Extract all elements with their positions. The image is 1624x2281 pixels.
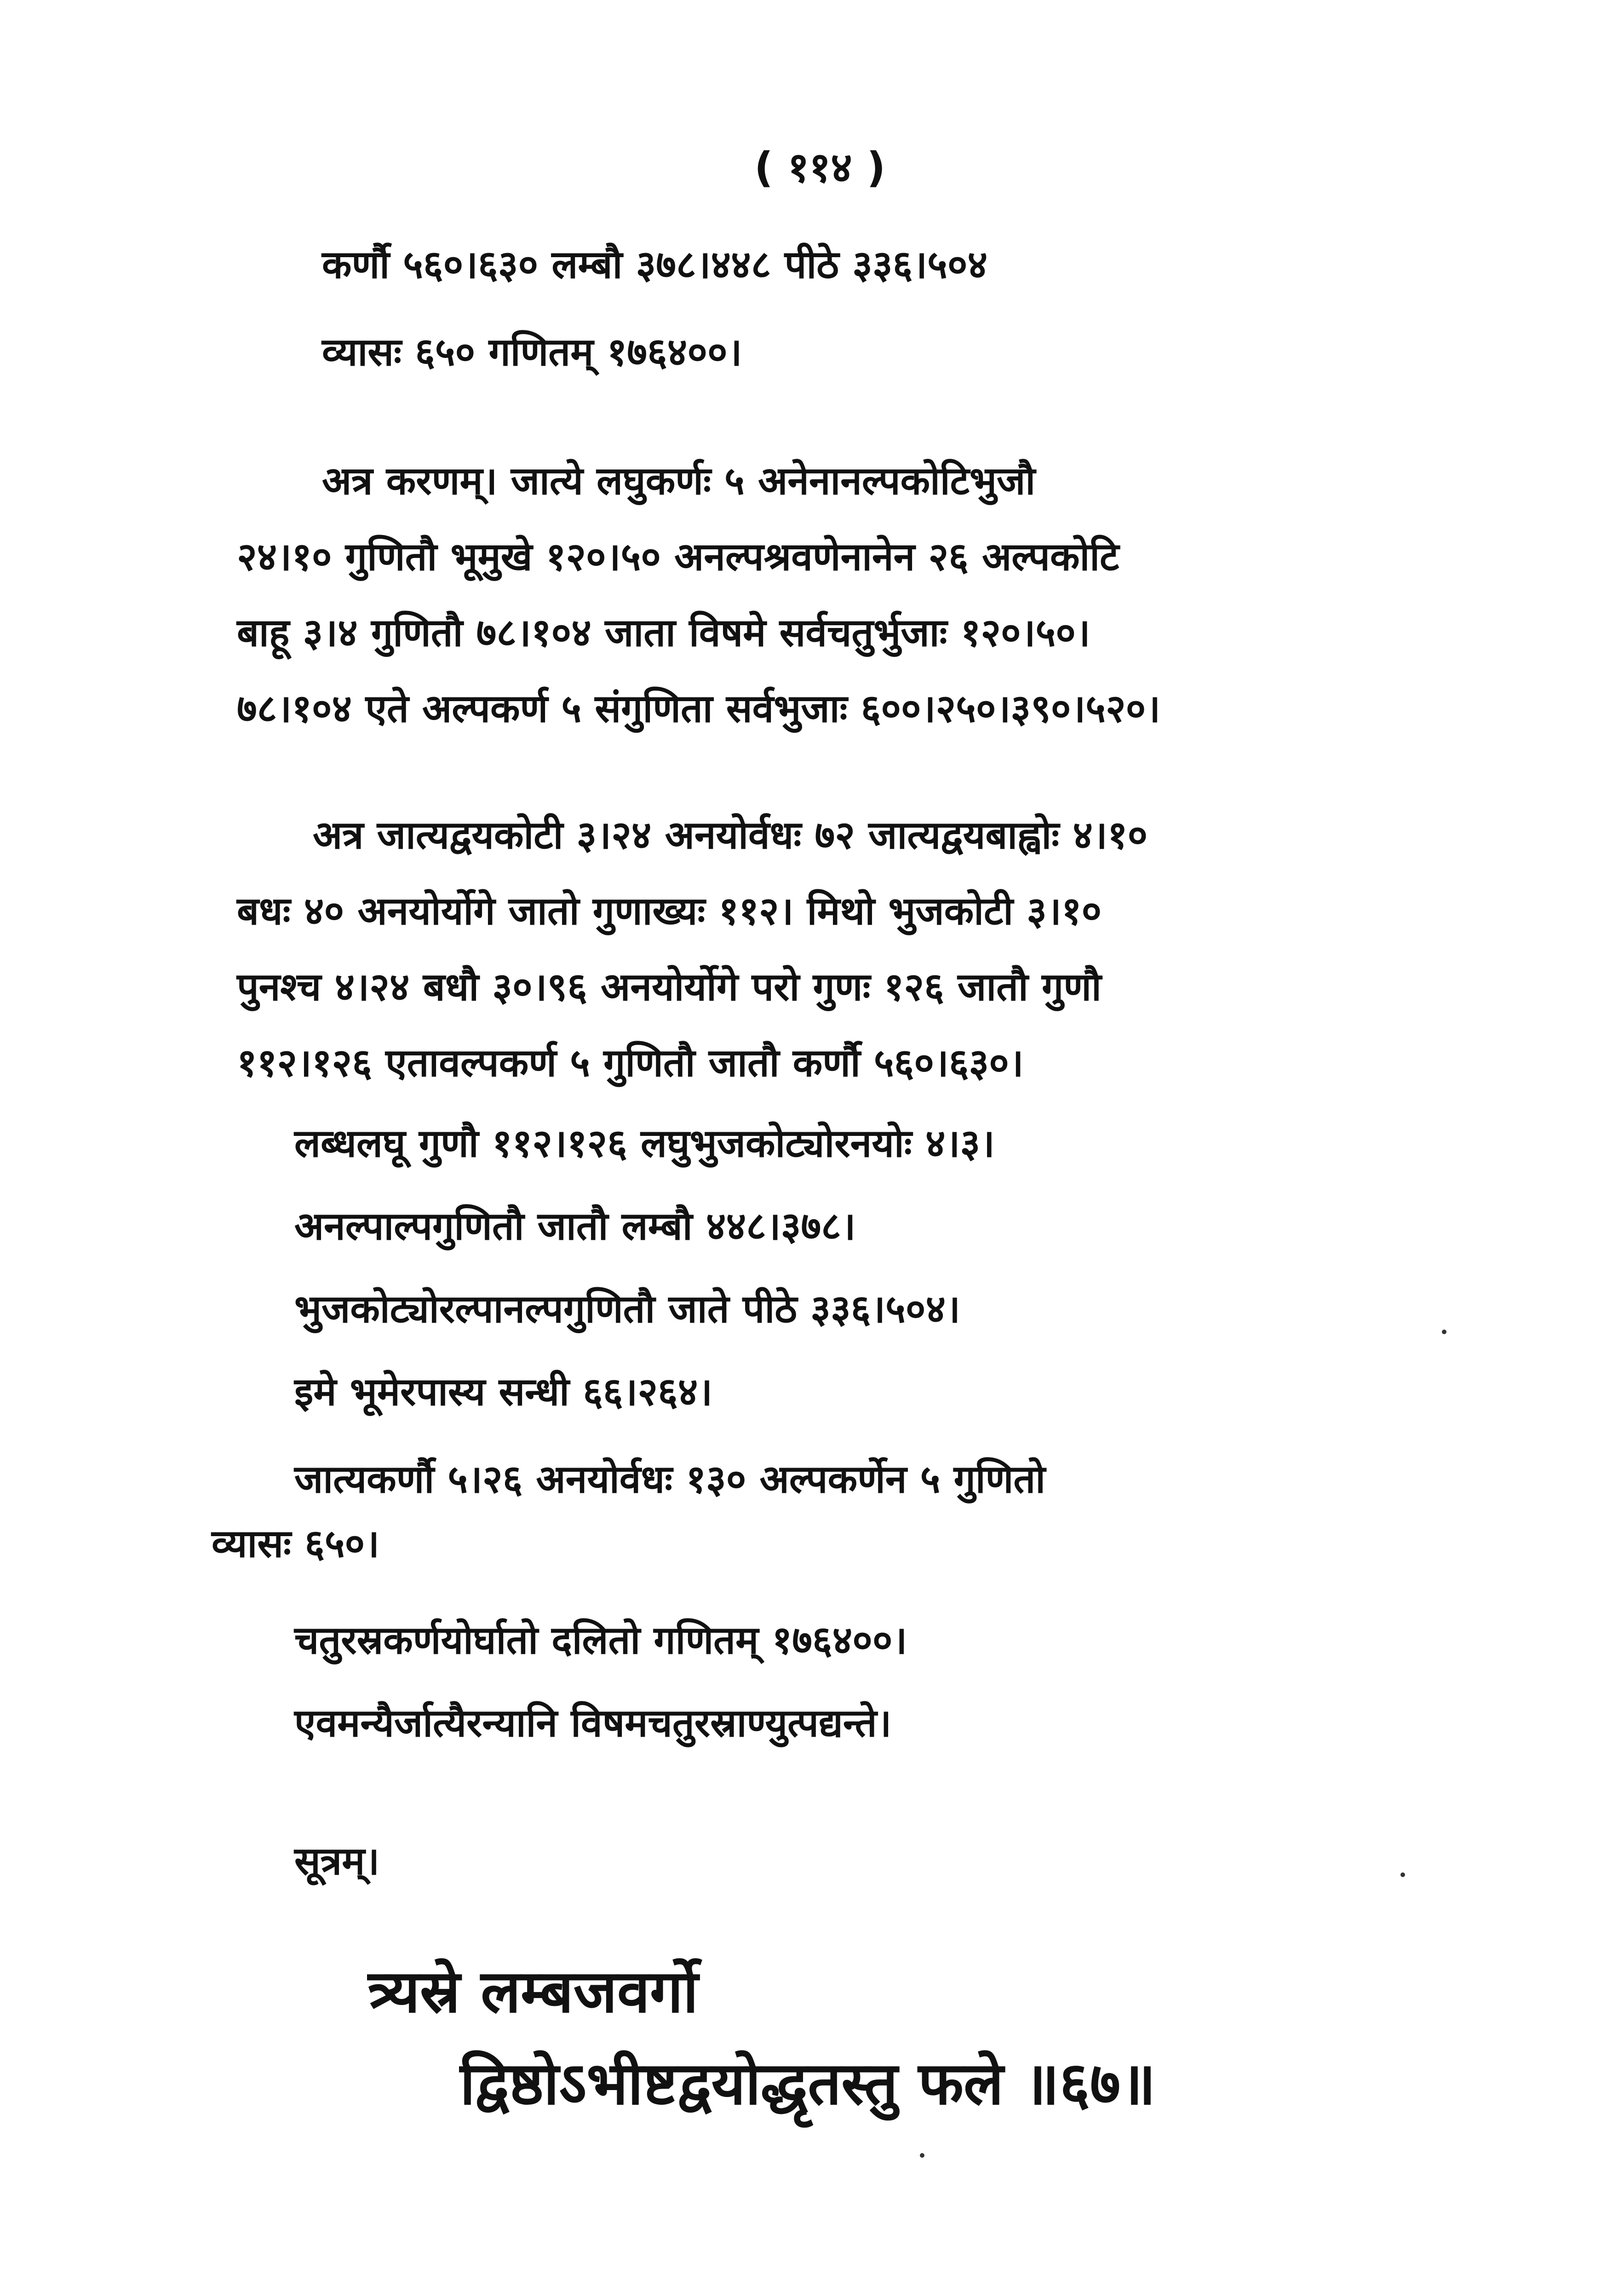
line-pithe: भुजकोट्योरल्पानल्पगुणितौ जाते पीठे ३३६।५०४। (294, 1286, 961, 1331)
line-evam: एवमन्यैर्जात्यैरन्यानि विषमचतुरस्राण्युत्पद्यन्ते। (294, 1700, 892, 1745)
intro-line-1: कर्णौ ५६०।६३० लम्बौ ३७८।४४८ पीठे ३३६।५०४ (322, 242, 988, 287)
sutra-label: सूत्रम्। (294, 1838, 380, 1884)
scan-speck (1442, 1330, 1446, 1334)
page-number: ( ११४ ) (754, 144, 886, 192)
line-sandhi: इमे भूमेरपास्य सन्धी ६६।२६४। (294, 1369, 713, 1414)
line-labdha-gunau: लब्धलघू गुणौ ११२।१२६ लघुभुजकोट्योरनयोः ४।३। (294, 1121, 995, 1166)
para2-line-1: अत्र जात्यद्वयकोटी ३।२४ अनयोर्वधः ७२ जात्यद्वयबाह्वोः ४।१० (313, 812, 1148, 858)
para1-line-3: बाहू ३।४ गुणितौ ७८।१०४ जाता विषमे सर्वचतुर्भुजाः १२०।५०। (237, 610, 1090, 655)
para2-line-3: पुनश्च ४।२४ बधौ ३०।९६ अनयोर्योगे परो गुणः १२६ जातौ गुणौ (237, 964, 1102, 1009)
para1-line-2: २४।१० गुणितौ भूमुखे १२०।५० अनल्पश्रवणेनानेन २६ अल्पकोटि (237, 534, 1119, 579)
scan-speck (1400, 1872, 1405, 1877)
intro-line-2: व्यासः ६५० गणितम् १७६४००। (322, 329, 742, 374)
line-lambau: अनल्पाल्पगुणितौ जातौ लम्बौ ४४८।३७८। (294, 1204, 856, 1249)
para2-line-2: बधः ४० अनयोर्योगे जातो गुणाख्यः ११२। मिथो भुजकोटी ३।१० (237, 888, 1102, 933)
para3-line-2: व्यासः ६५०। (212, 1521, 380, 1566)
para3-line-1: जात्यकर्णौ ५।२६ अनयोर्वधः १३० अल्पकर्णेन ५ गुणितो (294, 1457, 1046, 1502)
line-ganitam: चतुरस्रकर्णयोर्घातो दलितो गणितम् १७६४००। (294, 1618, 907, 1663)
para2-line-4: ११२।१२६ एतावल्पकर्ण ५ गुणितौ जातौ कर्णौ ५६०।६३०। (237, 1040, 1024, 1085)
para1-line-4: ७८।१०४ एते अल्पकर्ण ५ संगुणिता सर्वभुजाः ६००।२५०।३९०।५२०। (237, 686, 1161, 731)
scan-speck (920, 2153, 924, 2158)
verse-line-2: द्विष्ठोऽभीष्टद्वयोद्धृतस्तु फले ॥६७॥ (460, 2050, 1156, 2118)
para1-line-1: अत्र करणम्। जात्ये लघुकर्णः ५ अनेनानल्पकोटिभुजौ (322, 458, 1036, 503)
verse-line-1: त्र्यस्रे लम्बजवर्गो (368, 1958, 699, 2026)
